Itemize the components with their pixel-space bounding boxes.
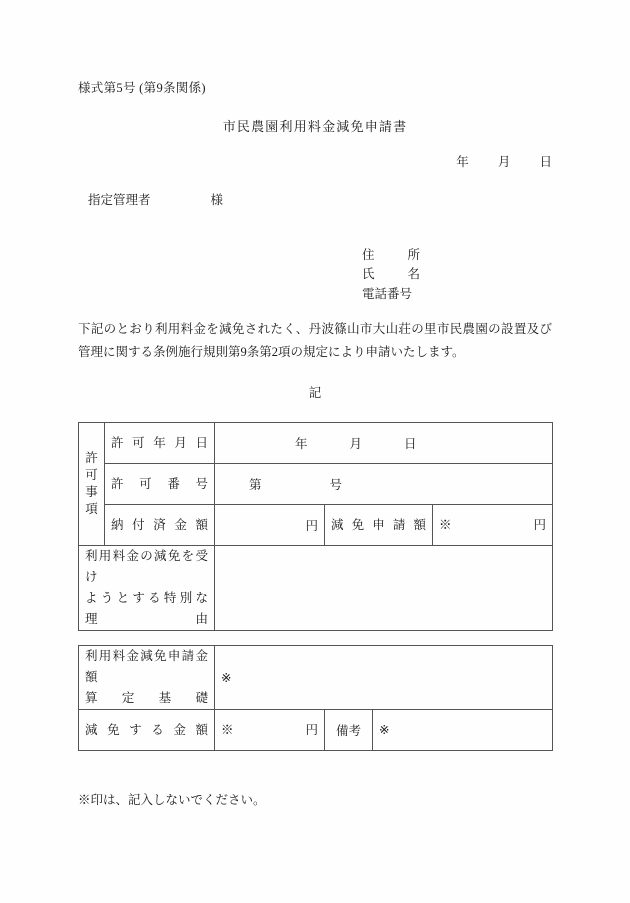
reduction-request-unit: 円	[533, 517, 546, 532]
paid-amount-label: 納付済金額	[111, 517, 208, 532]
reason-label-line-3: 理由	[85, 612, 208, 626]
permit-date-value-cell[interactable]	[215, 423, 553, 464]
date-year-label: 年	[456, 155, 469, 169]
reduction-request-label: 減免申請額	[331, 517, 426, 532]
paid-amount-unit: 円	[305, 519, 318, 533]
date-day-label: 日	[539, 155, 552, 169]
reduction-request-mark-unit	[439, 516, 546, 535]
permit-details-table	[78, 422, 553, 631]
table-row	[79, 646, 553, 710]
reason-label-cell	[79, 546, 215, 631]
addressee-name: 指定管理者	[88, 193, 151, 207]
permit-label-char-1: 許	[85, 451, 98, 465]
reason-value-cell[interactable]	[215, 546, 553, 631]
remarks-value-cell[interactable]	[373, 710, 553, 751]
calc-basis-value-cell[interactable]	[215, 646, 553, 710]
remarks-label: 備考	[335, 724, 361, 738]
permit-number-suffix: 号	[329, 478, 343, 492]
paid-amount-label-cell	[105, 505, 215, 546]
reduction-amount-value-cell[interactable]	[215, 710, 325, 751]
applicant-name-label: 氏名	[362, 267, 420, 281]
reduction-request-value-cell[interactable]	[433, 505, 553, 546]
permit-label-char-2: 可	[85, 468, 98, 482]
permit-number-prefix: 第	[249, 478, 262, 492]
reduction-amount-mark: ※	[221, 722, 306, 737]
reason-label-line-1: 利用料金の減免を受け	[85, 549, 208, 584]
paid-amount-value-cell[interactable]	[215, 505, 325, 546]
reduction-amount-label: 減免する金額	[85, 722, 208, 737]
body-paragraph: 下記のとおり利用料金を減免されたく、丹波篠山市大山荘の里市民農園の設置及び管理に関する条例施行規則第9条第2項の規定により申請いたします。	[78, 322, 552, 359]
date-month-label: 月	[497, 155, 511, 169]
form-number: 様式第5号 (第9条関係)	[78, 81, 206, 95]
addressee-line	[88, 190, 223, 208]
footnote: ※印は、記入しないでください。	[78, 793, 266, 807]
permit-number-label: 許可番号	[111, 476, 208, 491]
document-title: 市民農園利用料金減免申請書	[222, 119, 408, 134]
permit-number-label-cell	[105, 464, 215, 505]
permit-section-label	[79, 423, 105, 546]
reduction-request-mark: ※	[439, 517, 534, 532]
reason-label-line-2: ようとする特別な	[85, 591, 208, 605]
date-line	[0, 152, 552, 170]
permit-date-month: 月	[349, 437, 363, 451]
calc-basis-label-line-2: 算定基礎	[85, 691, 208, 705]
reduction-amount-unit: 円	[305, 722, 318, 737]
permit-date-label-cell	[105, 423, 215, 464]
calculation-table	[78, 645, 553, 751]
remarks-mark: ※	[379, 723, 390, 737]
calc-basis-label-cell	[79, 646, 215, 710]
permit-date-label: 許可年月日	[111, 435, 208, 450]
permit-date-year: 年	[295, 437, 308, 451]
applicant-address-label: 住所	[362, 248, 420, 262]
addressee-honorific: 様	[210, 193, 224, 207]
permit-label-char-3: 事	[85, 485, 98, 499]
remarks-label-cell	[325, 710, 373, 751]
applicant-block	[362, 246, 420, 304]
table-row	[79, 710, 553, 751]
ki-marker: 記	[308, 386, 322, 400]
permit-date-day: 日	[404, 437, 417, 451]
table-row	[79, 423, 553, 464]
permit-number-value-cell[interactable]	[215, 464, 553, 505]
permit-label-char-4: 項	[85, 502, 98, 516]
table-row	[79, 505, 553, 546]
calc-basis-label-line-1: 利用料金減免申請金額	[85, 649, 208, 684]
reduction-request-label-cell	[325, 505, 433, 546]
reduction-amount-label-cell	[79, 710, 215, 751]
calc-basis-mark: ※	[221, 670, 232, 685]
reduction-amount-mark-unit	[221, 721, 318, 740]
table-row	[79, 546, 553, 631]
applicant-phone-label: 電話番号	[362, 287, 413, 301]
table-row	[79, 464, 553, 505]
